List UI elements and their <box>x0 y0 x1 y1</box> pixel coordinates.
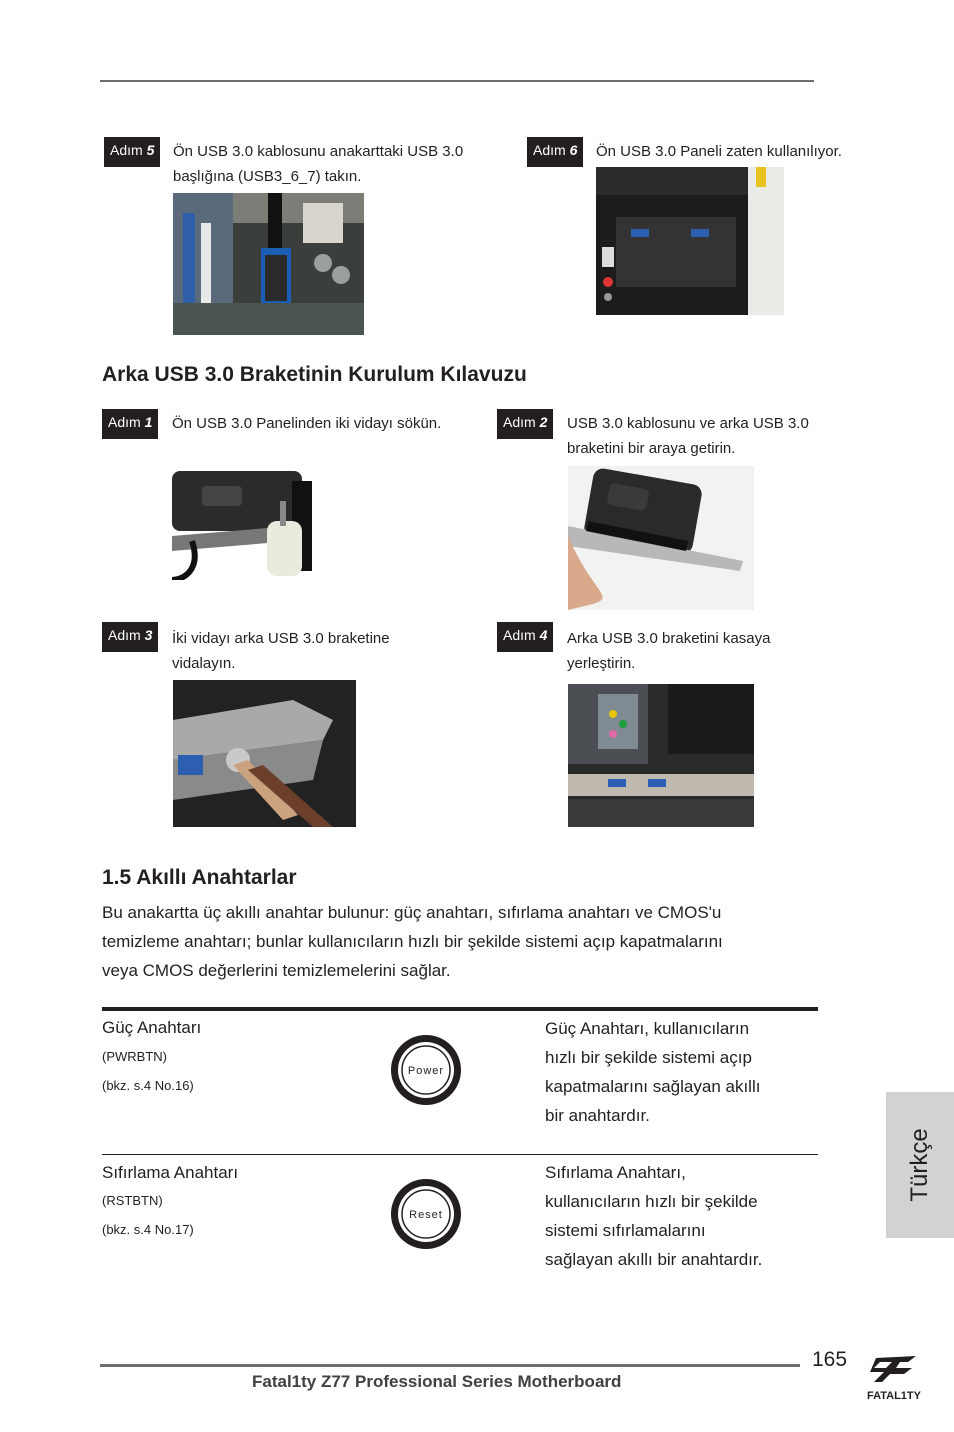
description-line: kullanıcıların hızlı bir şekilde <box>545 1192 758 1211</box>
table-top-rule <box>102 1007 818 1011</box>
language-tab <box>886 1092 954 1238</box>
description-line: hızlı bir şekilde sistemi açıp <box>545 1048 752 1067</box>
step-6-text: Ön USB 3.0 Paneli zaten kullanılıyor. <box>596 143 842 160</box>
language-tab-label: Türkçe <box>906 1128 933 1202</box>
step-2-photo <box>568 466 754 610</box>
paragraph-line: veya CMOS değerlerini temizlemelerini sağlar. <box>102 961 451 980</box>
step-1-photo <box>172 441 354 580</box>
power-switch-name: Güç Anahtarı <box>102 1018 202 1037</box>
reset-switch-description <box>545 1158 815 1274</box>
reset-switch-name: Sıfırlama Anahtarı <box>102 1163 239 1182</box>
step-badge-1: Adım 1 <box>102 409 158 439</box>
power-switch-code: (PWRBTN) <box>102 1049 167 1064</box>
power-button-label: Power <box>407 1065 445 1077</box>
step-3-text: İki vidayı arka USB 3.0 braketine vidalayın. <box>172 630 390 672</box>
step-badge-2: Adım 2 <box>497 409 553 439</box>
step-4-photo <box>568 684 754 827</box>
fatal1ty-logo <box>856 1352 932 1411</box>
description-line: Sıfırlama Anahtarı, <box>545 1163 686 1182</box>
header-rule <box>100 80 814 82</box>
paragraph-line: Bu anakartta üç akıllı anahtar bulunur: güç anahtarı, sıfırlama anahtarı ve CMOS'u <box>102 903 722 922</box>
step-badge-5: Adım 5 <box>104 137 160 167</box>
step-1-text: Ön USB 3.0 Panelinden iki vidayı sökün. <box>172 415 442 432</box>
smart-switches-heading: 1.5 Akıllı Anahtarlar <box>102 866 297 889</box>
description-line: sağlayan akıllı bir anahtardır. <box>545 1250 763 1269</box>
paragraph-line: temizleme anahtarı; bunlar kullanıcıların hızlı bir şekilde sistemi açıp kapatmalarını <box>102 932 723 951</box>
description-line: kapatmalarını sağlayan akıllı <box>545 1077 761 1096</box>
table-row-divider <box>102 1154 818 1155</box>
power-button-icon <box>387 1032 465 1113</box>
description-line: Güç Anahtarı, kullanıcıların <box>545 1019 750 1038</box>
reset-button-icon <box>387 1176 465 1257</box>
step-2-text: USB 3.0 kablosunu ve arka USB 3.0 braketini bir araya getirin. <box>567 415 809 457</box>
smart-switches-paragraph <box>102 898 822 985</box>
page-number: 165 <box>812 1348 848 1371</box>
step-badge-4: Adım 4 <box>497 622 553 652</box>
power-switch-description <box>545 1014 815 1130</box>
description-line: sistemi sıfırlamalarını <box>545 1221 706 1240</box>
step-4-text: Arka USB 3.0 braketini kasaya yerleştirin. <box>567 630 771 672</box>
step-3-photo <box>173 680 356 827</box>
step-badge-6: Adım 6 <box>527 137 583 167</box>
power-switch-ref: (bkz. s.4 No.16) <box>102 1078 194 1093</box>
logo-wordmark: FATAL1TY <box>867 1390 921 1402</box>
reset-switch-code: (RSTBTN) <box>102 1193 163 1208</box>
reset-switch-ref: (bkz. s.4 No.17) <box>102 1222 194 1237</box>
reset-button-label: Reset <box>409 1209 443 1221</box>
footer-title: Fatal1ty Z77 Professional Series Motherboard <box>252 1372 622 1391</box>
footer-rule <box>100 1364 800 1367</box>
step-6-photo <box>596 167 784 315</box>
description-line: bir anahtardır. <box>545 1106 650 1125</box>
step-badge-3: Adım 3 <box>102 622 158 652</box>
rear-usb-heading: Arka USB 3.0 Braketinin Kurulum Kılavuzu <box>102 363 527 386</box>
step-5-text: Ön USB 3.0 kablosunu anakarttaki USB 3.0 başlığına (USB3_6_7) takın. <box>173 143 464 185</box>
step-5-photo <box>173 193 364 335</box>
